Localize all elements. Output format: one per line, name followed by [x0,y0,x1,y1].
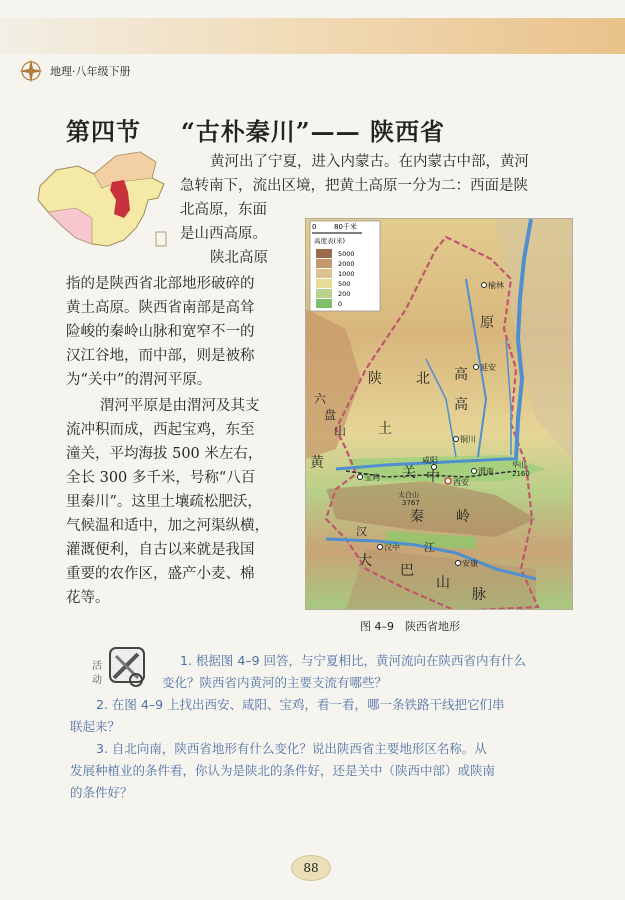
text-line: 灌溉便利，自古以来就是我国 [66,542,255,558]
peak-huashan: 华山 [512,461,526,469]
text-line: 为“关中”的渭河平原。 [66,372,212,388]
q-line: 联起来？ [70,719,121,734]
city-xianyang: 咸阳 [422,456,438,465]
q-line: 的条件好？ [70,785,133,800]
text-line: 花等。 [66,590,110,606]
label-shan: 山 [334,424,347,438]
label-tu: 土 [378,421,392,437]
q-line: 1. 根据图 4–9 回答，与宁夏相比，黄河流向在陕西省内有什么 [180,653,527,668]
text-line: 重要的农作区，盛产小麦、棉 [66,566,255,582]
city-yanan: 延安 [480,363,496,372]
text-line: 急转南下，流出区境，把黄土高原一分为二：西面是陕 [180,178,528,194]
text-line: 全长 300 多千米，号称“八百 [66,470,256,486]
label-gao: 高 [454,367,468,383]
text-line: 指的是陕西省北部地形破碎的 [66,276,255,292]
label-guan: 关 [402,465,416,481]
q-line: 2. 在图 4–9 上找出西安、咸阳、宝鸡，看一看，哪一条铁路干线把它们串 [96,697,505,712]
scale-zero: 0 [312,223,317,231]
city-weinan: 渭南 [478,467,494,476]
peak-taibai-elev: 3767 [402,499,420,507]
label-shaan: 陕 [368,371,382,387]
text-line: 渭河平原是由渭河及其支 [100,398,260,414]
label-pan: 盘 [324,408,337,422]
city-hanzhong: 汉中 [384,543,400,552]
city-baoji: 宝鸡 [364,473,380,482]
text-line: 流冲积而成，西起宝鸡，东至 [66,422,255,438]
activity-label: 活动 [92,661,102,686]
header-band [0,18,625,54]
legend-label: 200 [338,290,351,298]
peak-huashan-elev: 2160 [512,470,530,478]
legend-label: 0 [338,300,343,308]
legend-swatch [316,289,332,298]
text-line: 是山西高原。 [180,226,267,242]
text-line: 陕北高原 [210,250,268,266]
section-number: 第四节 [66,117,141,146]
book-label: 地理·八年级下册 [50,65,131,78]
label-ba: 巴 [400,563,414,579]
label-ling: 岭 [456,509,470,525]
shaanxi-terrain-map [305,218,573,610]
q-line: 发展种植业的条件看，你认为是陕北的条件好，还是关中（陕西中部）或陕南 [70,763,496,778]
label-mai: 脉 [472,587,486,603]
label-han: 汉 [356,525,367,538]
text-line: 黄土高原。陕西省南部是高耸 [66,300,255,316]
legend-label: 1000 [338,270,355,278]
page-number: 88 [291,855,331,881]
legend-swatch [316,269,332,278]
scale-label: 80千米 [334,223,357,231]
legend-swatch [316,279,332,288]
label-liu: 六 [314,392,327,406]
text-line: 潼关，平均海拔 500 米左右， [66,446,263,462]
section-name: “古朴秦川”—— 陕西省 [181,117,445,146]
label-jiang: 江 [424,541,435,554]
text-line: 黄河出了宁夏，进入内蒙古。在内蒙古中部，黄河 [210,154,529,170]
text-line: 险峻的秦岭山脉和宽窄不一的 [66,324,255,340]
legend-label: 2000 [338,260,355,268]
q-line: 变化？陕西省内黄河的主要支流有哪些？ [162,675,388,690]
legend-swatch [316,259,332,268]
label-gao2: 高 [454,397,468,413]
legend-title: 高度表(米) [314,237,346,245]
q-line: 3. 自北向南，陕西省地形有什么变化？说出陕西省主要地形区名称。从 [96,741,487,756]
label-da: 大 [358,553,372,569]
section-title [66,112,445,147]
peak-taibai: 太白山 [398,491,419,499]
china-locator-map [32,148,174,254]
legend-swatch [316,299,332,308]
label-qin: 秦 [410,509,424,525]
city-xian: 西安 [453,478,469,487]
label-yuan: 原 [480,315,494,331]
text-line: 气候温和适中，加之河渠纵横， [66,518,269,534]
legend-swatch [316,249,332,258]
compass-icon [18,58,44,84]
text-line: 北高原，东面 [180,202,267,218]
label-zhong: 中 [426,469,440,485]
city-tongchuan: 铜川 [460,435,476,444]
text-line: 汉江谷地，而中部，则是被称 [66,348,255,364]
city-yulin: 榆林 [488,281,504,290]
city-ankang: 安康 [462,559,478,568]
map-caption: 图 4–9 陕西省地形 [360,620,460,633]
label-huang: 黄 [310,455,324,471]
legend-label: 500 [338,280,351,288]
text-line: 里秦川”。这里土壤疏松肥沃， [66,494,262,510]
label-shan2: 山 [436,575,450,591]
label-bei: 北 [416,371,430,387]
legend-label: 5000 [338,250,355,258]
